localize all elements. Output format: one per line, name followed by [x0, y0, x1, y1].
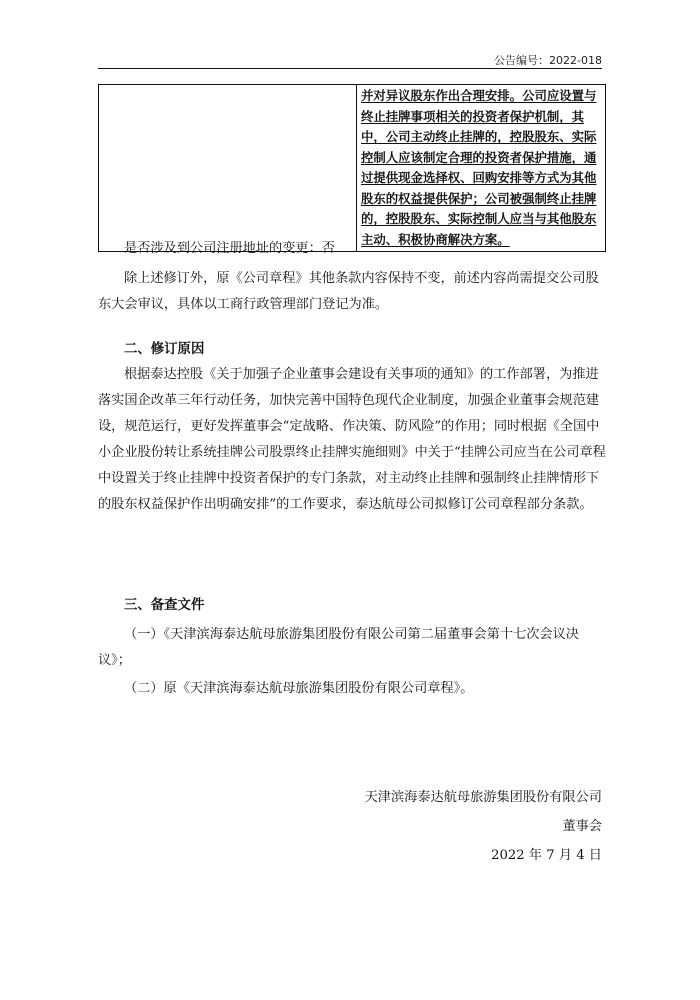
- remaining-clause-paragraph: 除上述修订外，原《公司章程》其他条款内容保持不变，前述内容尚需提交公司股东大会审议，具体以工商行政管理部门登记为准。: [98, 271, 599, 312]
- reference-doc-item: （二）原《天津滨海泰达航母旅游集团股份有限公司章程》。: [124, 681, 474, 696]
- table-row: [99, 85, 606, 252]
- original-text-cell: [99, 85, 357, 252]
- section-3-heading: 三、备查文件: [124, 597, 205, 613]
- section-2-paragraph: 根据泰达控股《关于加强子企业董事会建设有关事项的通知》的工作部署，为推进落实国企改革三年行动任务，加快完善中国特色现代企业制度，加强企业董事会规范建设，规范运行，更好发挥董事会“定战略、作决策、防风险”的作用；同时根据《全国中小企业股份转让系统挂牌公司股票终止挂牌实施细则》中关于“挂牌公司应当在公司章程中设置关于终止挂牌中投资者保护的专门条款，对主动终止挂牌和强制终止挂牌情形下的股东权益保护作出明确安排”的工作要求，泰达航母公司拟修订公司章程部分条款。: [98, 367, 606, 512]
- signature-board: 董事会: [562, 819, 602, 834]
- amendment-table: [98, 84, 606, 252]
- amended-text: 并对异议股东作出合理安排。公司应设置与终止挂牌事项相关的投资者保护机制，其中，公司主动终止挂牌的，控股股东、实际控制人应该制定合理的投资者保护措施，通过提供现金选择权、回购安排等方式为其他股东的权益提供保护；公司被强制终止挂牌的，控股股东、实际控制人应当与其他股东主动、积极协商解决方案。: [361, 88, 597, 247]
- signature-date: 2022 年 7 月 4 日: [491, 848, 602, 863]
- reference-doc-item: （一）《天津滨海泰达航母旅游集团股份有限公司第二届董事会第十七次会议决议》；: [98, 627, 579, 668]
- amended-text-cell: [357, 85, 606, 252]
- header-divider: [98, 68, 602, 69]
- section-2-heading: 二、修订原因: [124, 341, 205, 357]
- announcement-number: 公告编号：2022-018: [494, 54, 602, 67]
- signature-company: 天津滨海泰达航母旅游集团股份有限公司: [364, 790, 602, 805]
- address-change-line: 是否涉及到公司注册地址的变更：否: [124, 241, 335, 256]
